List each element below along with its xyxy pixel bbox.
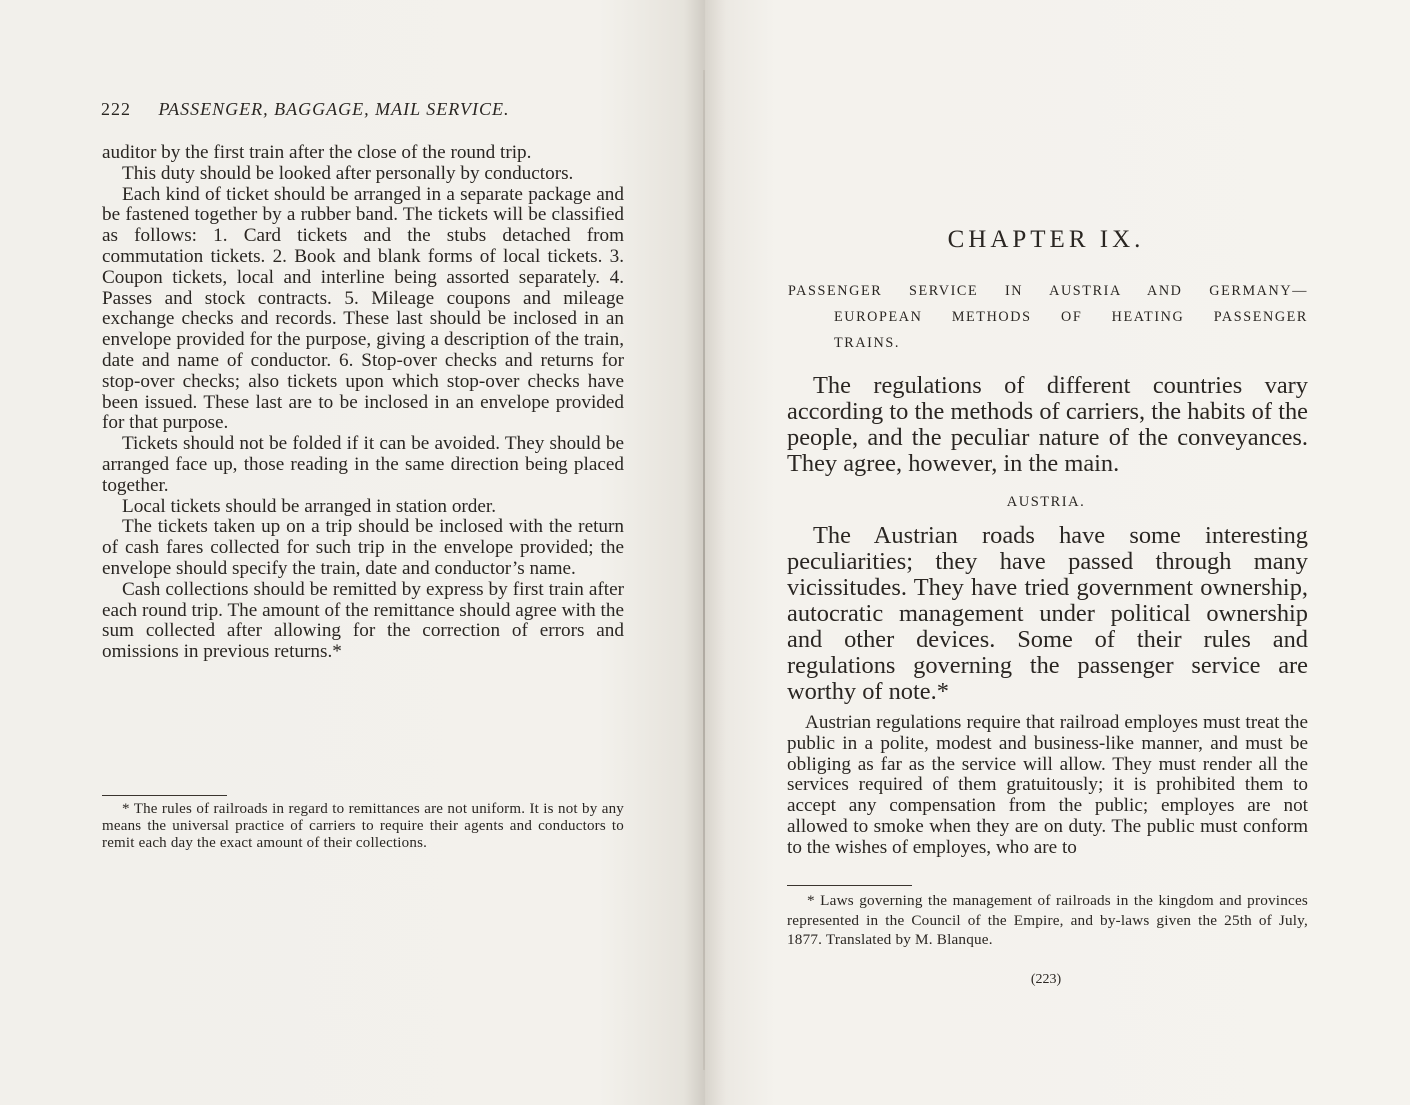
paragraph: auditor by the first train after the close of the round trip. <box>102 142 532 163</box>
left-body-text <box>102 143 624 663</box>
summary-line: EUROPEAN METHODS OF HEATING PASSENGER <box>834 309 1308 325</box>
paragraph: The tickets taken up on a trip should be inclosed with the return of cash fares collected for such trip in the envelope provided; the envelope should specify the train, date and conductor’s name. <box>102 516 624 579</box>
summary-line: PASSENGER SERVICE IN AUSTRIA AND GERMANY— <box>788 283 1308 299</box>
right-footnote <box>787 891 1308 950</box>
chapter-title: CHAPTER IX. <box>947 226 1145 253</box>
running-head <box>101 99 626 120</box>
paragraph: Local tickets should be arranged in station order. <box>122 495 497 517</box>
paragraph: This duty should be looked after personally by conductors. <box>122 162 574 184</box>
paragraph: The regulations of different countries vary according to the methods of carriers, the habits of the people, and the peculiar nature of the conveyances. They agree, however, in the main. <box>787 372 1308 477</box>
regulations-paragraph <box>787 713 1308 859</box>
intro-paragraph <box>787 373 1308 477</box>
footnote-rule <box>102 795 227 796</box>
section-heading: AUSTRIA. <box>1006 494 1086 510</box>
paragraph: Tickets should not be folded if it can be avoided. They should be arranged face up, those reading in the same direction being placed together. <box>102 433 624 496</box>
paragraph: Austrian regulations require that railroad employes must treat the public in a polite, modest and business-like manner, and must be obliging as far as the service will allow. They must render all the services required of them gratuitously; it is prohibited them to accept any compensation from the public; employes are not allowed to smoke when they are on duty. The public must conform to the wishes of employes, who are to <box>787 712 1308 858</box>
footnote-rule <box>787 885 912 886</box>
paragraph: Each kind of ticket should be arranged in a separate package and be fastened together by a rubber band. The tickets will be classified as follows: 1. Card tickets and the stubs detached from commutation tickets. 2. Book and blank forms of local tickets. 3. Coupon tickets, local and interline being assorted separately. 4. Passes and stock contracts. 5. Mileage coupons and mileage exchange checks and records. These last should be inclosed in an envelope provided for the purpose, giving a description of the train, date and name of conductor. 6. Stop-over checks and returns for stop-over checks; also tickets upon which stop-over checks have been issued. These last are to be inclosed in an envelope provided for that purpose. <box>102 183 624 434</box>
paragraph: Cash collections should be remitted by express by first train after each round trip. The amount of the remittance should agree with the sum collected after allowing for the correction of errors and omissions in previous returns.* <box>102 578 624 663</box>
running-title: PASSENGER, BAGGAGE, MAIL SERVICE. <box>158 99 510 119</box>
page-number: 222 <box>101 99 131 119</box>
footnote-text: * The rules of railroads in regard to remittances are not uniform. It is not by any means the universal practice of carriers to require their agents and conductors to remit each day the exact amount of their collections. <box>102 801 624 851</box>
austria-paragraph <box>787 523 1308 705</box>
folio: (223) <box>1030 972 1062 987</box>
paragraph: The Austrian roads have some interesting peculiarities; they have passed through many vicissitudes. They have tried government ownership, autocratic management under political ownership and other devices. Some of their rules and regulations governing the passenger service are worthy of note.* <box>787 522 1308 705</box>
summary-line: TRAINS. <box>834 335 900 351</box>
left-footnote <box>102 801 624 852</box>
footnote-text: * Laws governing the management of railroads in the kingdom and provinces represented in the Council of the Empire, and by-laws given the 25th of July, 1877. Translated by M. Blanque. <box>787 892 1308 948</box>
chapter-summary <box>788 278 1308 356</box>
